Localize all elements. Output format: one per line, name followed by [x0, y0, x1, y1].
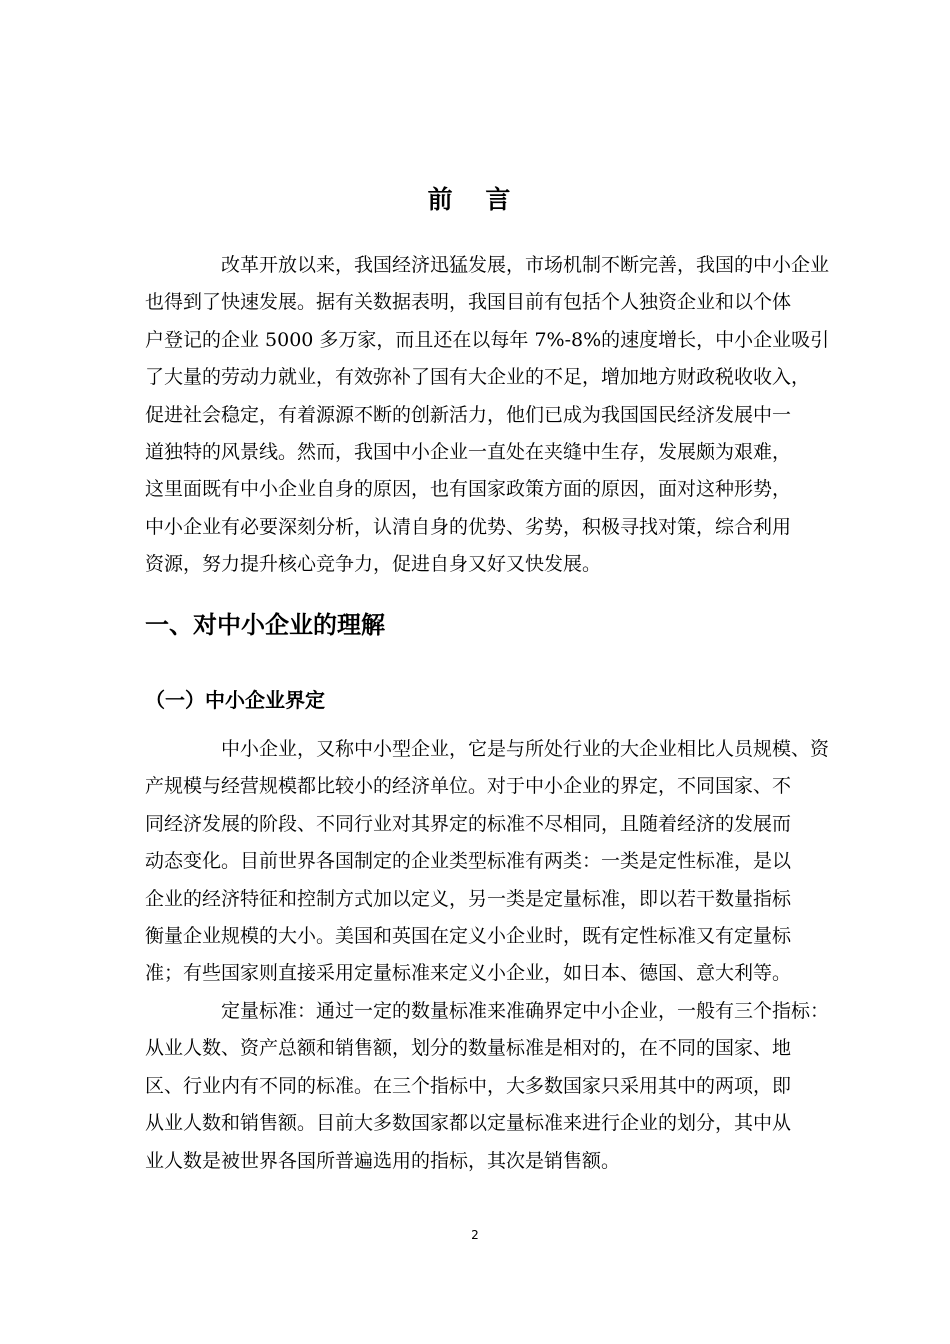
quantitative-standard-paragraph — [145, 993, 830, 1180]
paragraph-line: 产规模与经营规模都比较小的经济单位。对于中小企业的界定，不同国家、不 — [145, 775, 792, 798]
paragraph-line: 从业人数、资产总额和销售额，划分的数量标准是相对的，在不同的国家、地 — [145, 1037, 792, 1060]
subsection-heading: （一）中小企业界定 — [145, 688, 325, 712]
paragraph-line: 业人数是被世界各国所普遍选用的指标，其次是销售额。 — [145, 1149, 621, 1172]
paragraph-line: 动态变化。目前世界各国制定的企业类型标准有两类：一类是定性标准，是以 — [145, 850, 792, 873]
paragraph-line: 资源，努力提升核心竞争力，促进自身又好又快发展。 — [145, 553, 602, 576]
paragraph-line: 道独特的风景线。然而，我国中小企业一直处在夹缝中生存，发展颇为艰难， — [145, 441, 792, 464]
paragraph-line: 准；有些国家则直接采用定量标准来定义小企业，如日本、德国、意大利等。 — [145, 962, 792, 985]
paragraph-line: 定量标准：通过一定的数量标准来准确界定中小企业，一般有三个指标： — [221, 1000, 830, 1022]
paragraph-line: 户登记的企业 5000 多万家，而且还在以每年 7%-8%的速度增长，中小企业吸引 — [145, 328, 830, 351]
paragraph-line: 促进社会稳定，有着源源不断的创新活力，他们已成为我国国民经济发展中一 — [145, 403, 792, 426]
section-heading: 一、对中小企业的理解 — [145, 611, 385, 639]
paragraph-line: 中小企业，又称中小型企业，它是与所处行业的大企业相比人员规模、资 — [221, 738, 830, 760]
paragraph-line: 区、行业内有不同的标准。在三个指标中，大多数国家只采用其中的两项，即 — [145, 1074, 792, 1097]
paragraph-line: 了大量的劳动力就业，有效弥补了国有大企业的不足，增加地方财政税收收入， — [145, 366, 811, 389]
paragraph-line: 这里面既有中小企业自身的原因，也有国家政策方面的原因，面对这种形势， — [145, 478, 792, 501]
definition-paragraph — [145, 731, 830, 993]
paragraph-line: 同经济发展的阶段、不同行业对其界定的标准不尽相同，且随着经济的发展而 — [145, 812, 792, 835]
paragraph-line: 改革开放以来，我国经济迅猛发展，市场机制不断完善，我国的中小企业 — [221, 254, 830, 276]
paragraph-line: 企业的经济特征和控制方式加以定义，另一类是定量标准，即以若干数量指标 — [145, 887, 792, 910]
paragraph-line: 也得到了快速发展。据有关数据表明，我国目前有包括个人独资企业和以个体 — [145, 291, 792, 314]
preface-paragraph — [145, 247, 830, 584]
preface-title: 前 言 — [427, 185, 523, 214]
paragraph-line: 衡量企业规模的大小。美国和英国在定义小企业时，既有定性标准又有定量标 — [145, 925, 792, 948]
page-number: 2 — [471, 1228, 479, 1242]
paragraph-line: 从业人数和销售额。目前大多数国家都以定量标准来进行企业的划分，其中从 — [145, 1112, 792, 1135]
paragraph-line: 中小企业有必要深刻分析，认清自身的优势、劣势，积极寻找对策，综合利用 — [145, 515, 792, 538]
